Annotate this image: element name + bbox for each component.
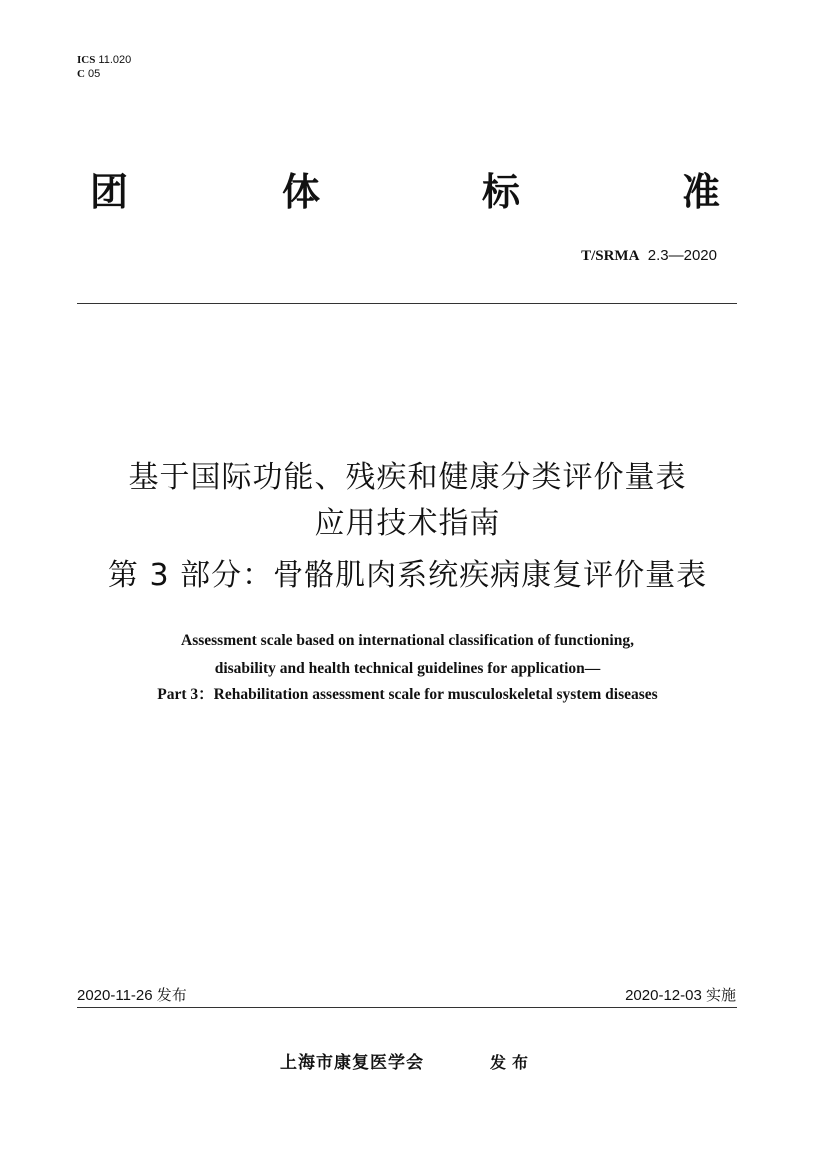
top-divider: [77, 303, 737, 304]
ics-label: ICS: [77, 54, 96, 66]
standard-number-value: 2.3—2020: [647, 247, 717, 264]
publisher-name: 上海市康复医学会: [280, 1053, 424, 1073]
title-cn-line-3: 第 3 部分：骨骼肌肉系统疾病康复评价量表: [107, 558, 708, 593]
classification-codes: [77, 53, 131, 81]
title-en-line-3: Part 3：Rehabilitation assessment scale for musculoskeletal system diseases: [157, 686, 658, 703]
ccs-code: [77, 67, 131, 81]
publish-date: 2020-11-26 发布: [77, 987, 187, 1004]
title-en-line-2: disability and health technical guidelines for application—: [214, 660, 601, 677]
standard-number-prefix: T/SRMA: [581, 248, 640, 264]
ccs-number: 05: [88, 68, 101, 80]
standard-type-char-1: 团: [90, 170, 129, 214]
ccs-label: C: [77, 68, 85, 80]
bottom-divider: [77, 1007, 737, 1008]
ics-number: 11.020: [98, 54, 132, 66]
implement-date: 2020-12-03 实施: [625, 987, 736, 1004]
standard-type-char-4: 准: [682, 170, 721, 214]
standard-type-heading: [90, 168, 735, 218]
ics-code: [77, 53, 131, 67]
title-en-line-1: Assessment scale based on international classification of functioning,: [181, 632, 634, 649]
standard-type-char-3: 标: [482, 170, 521, 214]
standard-type-char-2: 体: [282, 170, 321, 214]
title-cn-line-2: 应用技术指南: [314, 506, 501, 541]
publish-label: 发布: [490, 1053, 535, 1072]
standard-number: [581, 247, 717, 265]
title-cn-line-1: 基于国际功能、残疾和健康分类评价量表: [128, 460, 687, 495]
